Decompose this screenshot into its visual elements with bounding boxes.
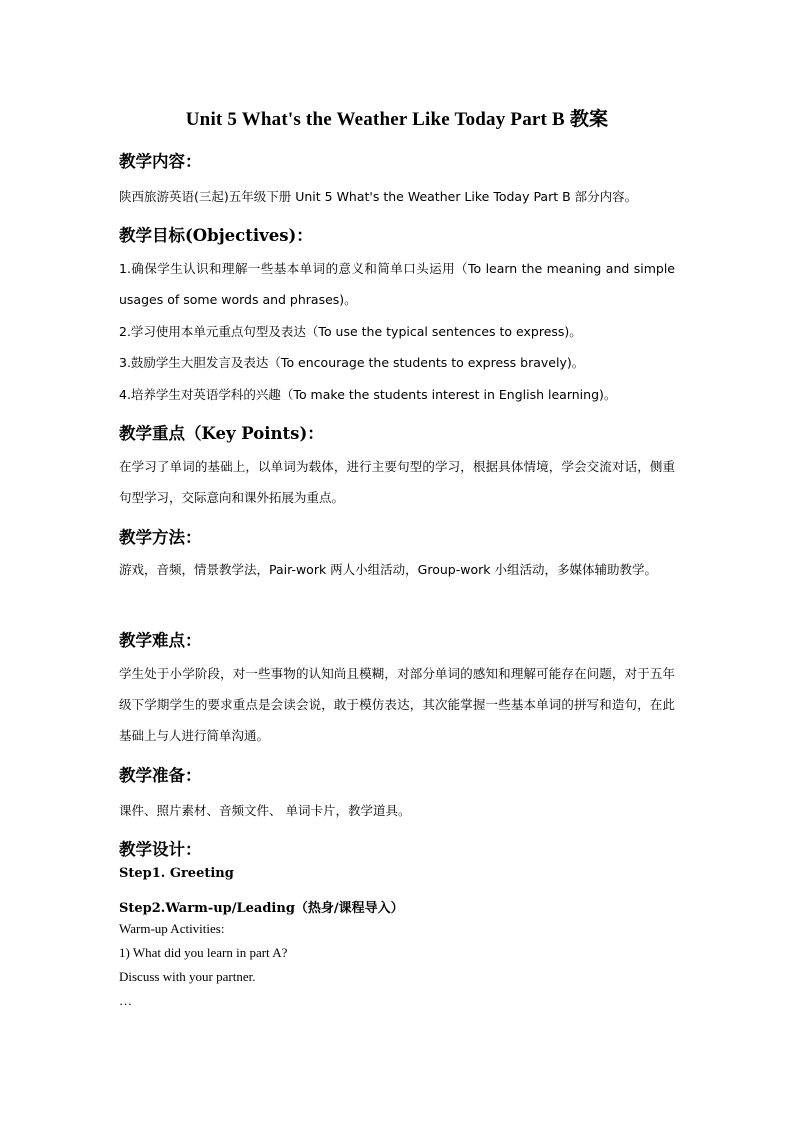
content-heading: 教学内容：	[119, 152, 202, 171]
methods-text: 游戏，音频，情景教学法，Pair-work 两人小组活动，Group-work 小组活动，多媒体辅助教学。	[119, 562, 657, 577]
step2-label: Step2.Warm-up/Leading（热身/课程导入）	[119, 901, 404, 916]
warmup-line-3: Discuss with your partner.	[119, 969, 256, 984]
methods-heading: 教学方法：	[119, 528, 202, 547]
objective-item-3: 3.鼓励学生大胆发言及表达（To encourage the students to express bravely)。	[119, 355, 585, 370]
preparation-heading: 教学准备：	[119, 766, 202, 785]
key-points-text: 在学习了单词的基础上，以单词为载体，进行主要句型的学习，根据具体情境，学会交流对话，侧重句型学习，交际意向和课外拓展为重点。	[119, 459, 675, 505]
document-title: Unit 5 What's the Weather Like Today Part B 教案	[185, 109, 609, 130]
objective-item-1: 1.确保学生认识和理解一些基本单词的意义和简单口头运用（To learn the meaning and simple usages of some words and phrases)。	[119, 261, 675, 307]
content-text: 陕西旅游英语(三起)五年级下册 Unit 5 What's the Weather Like Today Part B 部分内容。	[119, 189, 638, 204]
objectives-heading: 教学目标(Objectives)：	[119, 226, 313, 245]
warmup-line-2: 1) What did you learn in part A?	[119, 945, 288, 960]
step1-label: Step1. Greeting	[119, 866, 234, 881]
objective-item-4: 4.培养学生对英语学科的兴趣（To make the students interest in English learning)。	[119, 387, 617, 402]
design-heading: 教学设计：	[119, 840, 202, 859]
difficulties-text: 学生处于小学阶段，对一些事物的认知尚且模糊，对部分单词的感知和理解可能存在问题，对于五年级下学期学生的要求重点是会读会说，敢于模仿表达，其次能掌握一些基本单词的拼写和造句，在此基础上与人进行简单沟通。	[119, 666, 675, 743]
preparation-text: 课件、照片素材、音频文件、 单词卡片，教学道具。	[119, 803, 411, 818]
key-points-heading: 教学重点（Key Points)：	[119, 424, 324, 443]
warmup-line-1: Warm-up Activities:	[119, 921, 225, 936]
warmup-line-4: …	[119, 993, 132, 1008]
objective-item-2: 2.学习使用本单元重点句型及表达（To use the typical sentences to express)。	[119, 324, 582, 339]
difficulties-heading: 教学难点：	[119, 631, 202, 650]
